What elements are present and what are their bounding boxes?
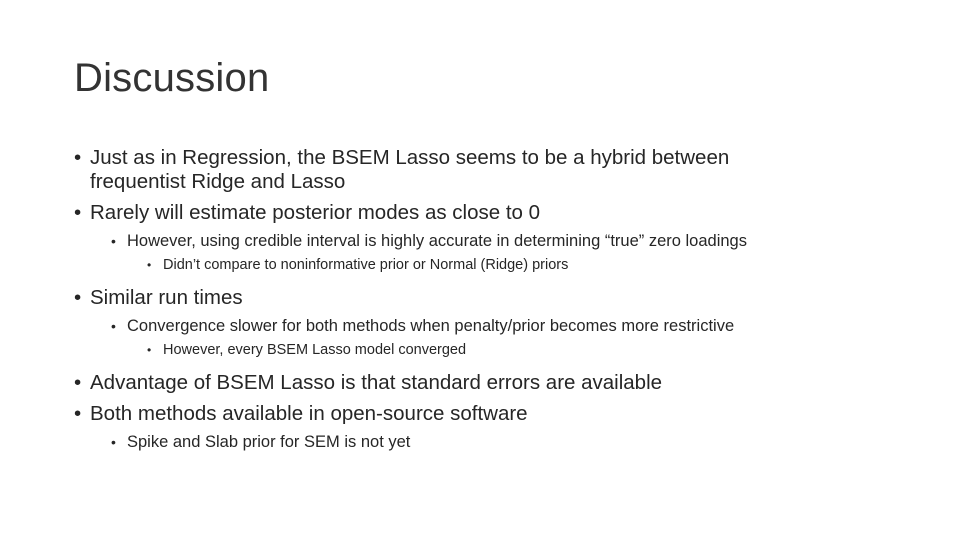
bullet-item bbox=[74, 316, 904, 336]
bullet-text: However, every BSEM Lasso model converged bbox=[163, 342, 467, 358]
bullet-marker: • bbox=[111, 318, 116, 334]
slide-title: Discussion bbox=[74, 56, 270, 100]
bullet-marker: • bbox=[111, 233, 116, 249]
bullet-item bbox=[74, 371, 904, 395]
bullet-marker: • bbox=[74, 371, 82, 394]
bullet-item bbox=[74, 256, 904, 274]
bullet-text: Both methods available in open-source software bbox=[90, 402, 528, 425]
bullet-text: Rarely will estimate posterior modes as close to 0 bbox=[90, 201, 541, 224]
bullet-list bbox=[74, 146, 904, 452]
bullet-marker: • bbox=[147, 258, 152, 272]
bullet-marker: • bbox=[74, 286, 82, 309]
bullet-item bbox=[74, 286, 904, 310]
bullet-marker: • bbox=[74, 201, 82, 224]
bullet-item bbox=[74, 341, 904, 359]
bullet-marker: • bbox=[74, 402, 82, 425]
bullet-text: Similar run times bbox=[90, 286, 243, 309]
bullet-item bbox=[74, 432, 904, 452]
bullet-item bbox=[74, 146, 810, 194]
bullet-text: Spike and Slab prior for SEM is not yet bbox=[127, 433, 411, 451]
bullet-item bbox=[74, 231, 827, 251]
bullet-text: Convergence slower for both methods when penalty/prior becomes more restrictive bbox=[127, 317, 735, 335]
bullet-text: Didn’t compare to noninformative prior or Normal (Ridge) priors bbox=[163, 257, 569, 273]
bullet-marker: • bbox=[74, 146, 82, 169]
bullet-text: Advantage of BSEM Lasso is that standard errors are available bbox=[90, 371, 663, 394]
bullet-text: However, using credible interval is highly accurate in determining “true” zero loadings bbox=[127, 232, 747, 250]
bullet-item bbox=[74, 201, 904, 225]
bullet-marker: • bbox=[111, 434, 116, 450]
bullet-item bbox=[74, 402, 904, 426]
bullet-text: Just as in Regression, the BSEM Lasso seems to be a hybrid between frequentist Ridge and Lasso bbox=[90, 146, 730, 193]
bullet-marker: • bbox=[147, 343, 152, 357]
